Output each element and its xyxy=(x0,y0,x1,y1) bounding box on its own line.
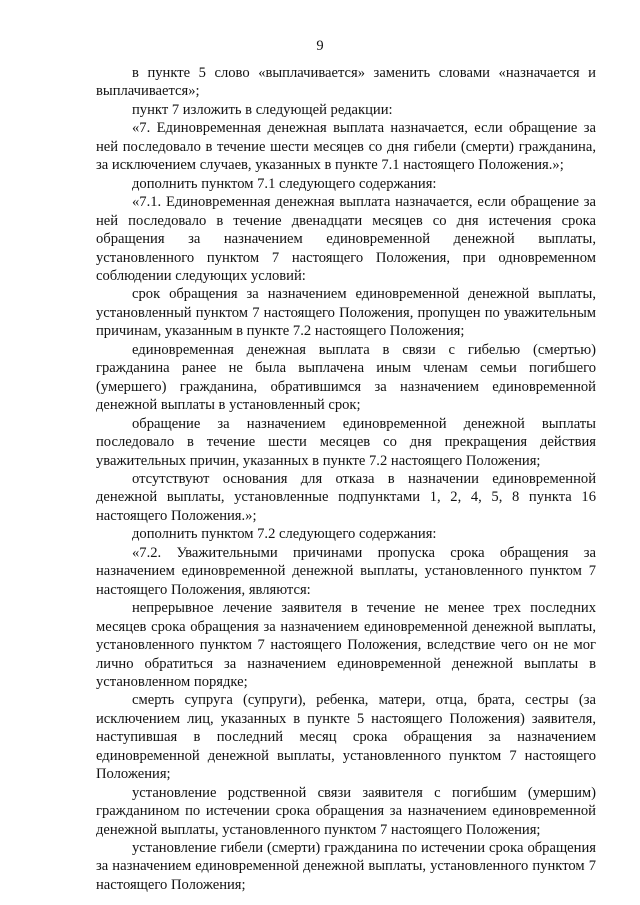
document-body xyxy=(96,64,596,894)
paragraph: единовременная денежная выплата в связи с гибелью (смертью) гражданина ранее не была выплачена иным членам семьи погибшего (умершего) гражданина, обратившимся за назначением единовременной денежной выплаты в установленный срок; xyxy=(96,341,596,414)
paragraph: обращение за назначением единовременной денежной выплаты последовало в течение шести месяцев со дня прекращения действия уважительных причин, указанных в пункте 7.2 настоящего Положения; xyxy=(96,415,596,469)
paragraph: «7. Единовременная денежная выплата назначается, если обращение за ней последовало в течение шести месяцев со дня гибели (смерти) гражданина, за исключением случаев, указанных в пункте 7.1 настоящего Положения.»; xyxy=(96,120,596,174)
paragraph: дополнить пунктом 7.1 следующего содержания: xyxy=(132,175,437,192)
paragraph: пункт 7 изложить в следующей редакции: xyxy=(132,101,393,118)
page-number: 9 xyxy=(316,38,324,54)
paragraph: «7.1. Единовременная денежная выплата назначается, если обращение за ней последовало в течение двенадцати месяцев со дня истечения срока обращения за назначением единовременной денежной выплаты, установленного пунктом 7 настоящего Положения, при одновременном соблюдении следующих условий: xyxy=(96,194,596,284)
paragraph: установление родственной связи заявителя с погибшим (умершим) гражданином по истечении срока обращения за назначением единовременной денежной выплаты, установленного пунктом 7 настоящего Положения; xyxy=(96,784,596,838)
paragraph: дополнить пунктом 7.2 следующего содержания: xyxy=(132,526,437,543)
paragraph: отсутствуют основания для отказа в назначении единовременной денежной выплаты, установленные подпунктами 1, 2, 4, 5, 8 пункта 16 настоящего Положения.»; xyxy=(96,470,596,524)
paragraph: в пункте 5 слово «выплачивается» заменить словами «назначается и выплачивается»; xyxy=(96,65,596,100)
paragraph: срок обращения за назначением единовременной денежной выплаты, установленный пунктом 7 настоящего Положения, пропущен по уважительным причинам, указанным в пункте 7.2 настоящего Положения; xyxy=(96,286,596,340)
paragraph: непрерывное лечение заявителя в течение не менее трех последних месяцев срока обращения за назначением единовременной денежной выплаты, установленного пунктом 7 настоящего Положения, вследствие чего он не мог лично обратиться за назначением единовременной денежной выплаты в установленном порядке; xyxy=(96,600,596,690)
paragraph: смерть супруга (супруги), ребенка, матери, отца, брата, сестры (за исключением лиц, указанных в пункте 5 настоящего Положения) заявителя, наступившая в последний месяц срока обращения за назначением единовременной денежной выплаты, установленного пунктом 7 настоящего Положения; xyxy=(96,692,596,783)
paragraph: «7.2. Уважительными причинами пропуска срока обращения за назначением единовременной денежной выплаты, установленного пунктом 7 настоящего Положения, являются: xyxy=(96,544,596,598)
paragraph: установление гибели (смерти) гражданина по истечении срока обращения за назначением единовременной денежной выплаты, установленного пунктом 7 настоящего Положения; xyxy=(96,840,596,893)
